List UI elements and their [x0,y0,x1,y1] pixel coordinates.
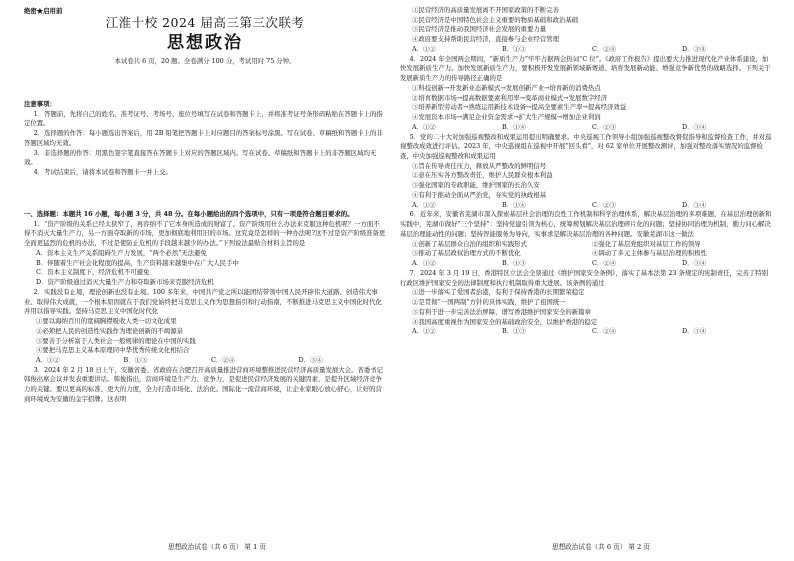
answer-choice: A．①② [36,356,60,365]
answer-choices [400,327,772,337]
answer-choice: D．③④ [298,356,323,365]
answer-choice: B．①③ [502,327,526,336]
statement-item: ②强化了基层党组织对基层工作的领导 [592,239,701,248]
section-heading: 一、选择题：本题共 16 小题，每小题 3 分，共 48 分。在每小题给出的四个选项中，只有一项是符合题目要求的。 [24,210,354,218]
answer-choice: B．①④ [502,122,526,131]
answer-choice: D．③④ [682,200,707,209]
answer-choice: B．①④ [502,200,526,209]
option-b: B．伴随着生产社会化程度的提高，生产资料越来越集中在广大人民手中 [36,258,239,267]
exam-header [24,14,386,54]
question-stem: 7．2024 年 3 月 19 日，香港特区立法会全票通过《维护国家安全条例》，落实了基本法第 23 条规定的宪制责任，完善了特别行政区维护国家安全的法律制度和执行机制取得重大进展。该条例的通过 [400,268,769,287]
notice-item: 1．答题前，先将自己的姓名、准考证号、考场号、座位号填写在试卷和答题卡上，并将准考证号条形码粘贴在答题卡上的指定位置。 [24,109,383,128]
question-6 [400,210,772,268]
answer-choice: C．②④ [592,44,617,53]
option-a: A．资本主义生产关系阻碍生产力发展，“两个必然”无法避免 [36,248,207,257]
question-3-stem [24,366,386,405]
answer-choice: B．①③ [502,44,526,53]
statement-item: ③要善于分析富于人类社会一般规律的理论在中国的实践 [36,336,196,345]
answer-choice: D．③④ [682,259,707,268]
statement-item: ③有利于进一步完善法治屏障，谱写香港维护国家安全的新篇章 [412,307,591,316]
statement-item: ④我国高度重视作为国家安全的基础政治安全，以维护香港的稳定 [412,317,598,326]
answer-choices [400,123,772,133]
statement-item: ①要以海纳百川的宽阔胸襟吸收人类一切文化成果 [36,317,177,326]
answer-choice: D．③④ [682,44,707,53]
statement-item: ③推动了基层政权治理方式的不断优化 [412,249,521,258]
answer-choices [400,45,772,55]
page-footer-right: 思想政治试卷（共 6 页） 第 2 页 [552,543,650,551]
statement-item: ③强化国家的专政职能，维护国家的长治久安 [412,181,540,190]
statement-item: ①创新了基层群众自治的组织和实践形式 [412,239,528,248]
statement-item: ③培养新型劳动者→熟练运用新技术设备→提高全要素生产率→提高经济效益 [412,103,627,112]
answer-choice: A．①② [412,327,436,336]
statement-item: ④要把马克思主义基本原理同中华优秀传统文化相结合 [36,346,190,355]
statement-item: ④政府要支持帮助民营经济，直接参与企业经营管理 [412,35,559,44]
option-c: C．资本主义制度下，经济危机不可避免 [36,268,150,277]
answer-choices [24,356,386,366]
statement-grid [400,240,772,259]
answer-choices [400,259,772,269]
question-stem: 3．2024 年 2 月 18 日上午，安徽省委、省政府在合肥召开高质量推进营商环境整推进民营经济高质量发展大会。省委书记韩俊出席会议并发表重要讲话。韩俊指出，营商环境是生产力、竞争力，是促进民营经济发展的关键因素，是提升区域经济竞争力的关键。要以更高的标准、更大的力度，全力打造市场化、法治化、国际化一流营商环境，让企业家眼心放心舒心，让好的营商环境成为安徽的金字招牌。这表明 [24,365,384,403]
statement-item: ②民营经济是中国特色社会主义重要的物质基础和政治基础 [412,15,579,24]
statement-item: ②是贯彻“一国两制”方针的具体实践，维护了祖国统一 [412,298,566,307]
answer-choice: C．②④ [211,356,236,365]
question-stem: 2．实践没有止境，理论创新也没有止境。100 多年来，中国共产党之所以能团结带领中国人民开辟伟大道路、创造伟大事业、取得伟大成就，一个根本原因就在于我们党始终把马克思主义作为思想指引和行动指南，不断推进马克思主义中国化时代化并用以指导实践。坚持马克思主义中国化时代化 [24,287,382,316]
statement-item: ①旨在传导责任压力，释放从严整改的鲜明信号 [412,161,547,170]
statement-item: ①科技创新→开发新业态新模式→发展创新产业→培育新的消费热点 [412,83,601,92]
notice-item: 3．非选择题的作答：用黑色签字笔直接答在答题卡上对应的答题区域内。写在试卷、草稿纸和答题卡上的非答题区域均无效。 [24,148,377,167]
option-d: D．资产阶级通过消灭大量生产力和夺取新市场来克服经济危机 [36,278,214,287]
answer-choice: D．③④ [682,327,707,336]
question-3-options [400,6,772,337]
answer-choice: B．①③ [502,259,526,268]
answer-choice: A．①② [412,122,436,131]
statement-item: ①进一步落实了爱国者治港，有利于保持香港的长期繁荣稳定 [412,288,585,297]
answer-choice: A．①② [412,200,436,209]
answer-choice: C．②③ [592,200,617,209]
notice-title: 注意事项： [24,100,56,108]
statement-item: ②培育数据市场→提高数据要素利用率→变革商业模式→发展数字经济 [412,93,608,102]
exam-info: 本试卷共 6 页，20 题。全卷满分 100 分，考试用时 75 分钟。 [114,57,296,65]
question-stem: 4．2024 年全国两会期间，“新质生产力”牢牢占据两会热词“C 位”。《政府工作报告》提出要大力推进现代化产业体系建设，加快发展新质生产力。加快发展新质生产力，要积极开发发展新领域新赛道、培育发展新动能、增强竞争新优势的战略选择。下列关于发展新质生产力的传导路径正确的是 [400,54,771,83]
question-2 [24,288,386,366]
notice-block [24,100,386,178]
secret-mark: 绝密★启用前 [24,7,63,15]
answer-choice: A．①② [412,44,436,53]
question-7 [400,269,772,337]
statement-item: ④调动了多元主体参与基层治理的积极性 [592,249,708,258]
answer-choice: B．①③ [123,356,148,365]
answer-choice: C．②③ [592,122,617,131]
answer-choices [400,201,772,211]
notice-item: 4．考试结束后，请将本试卷和答题卡一并上交。 [33,168,172,177]
statement-item: ②必须把人民的创造性实践作为理论创新的不竭源泉 [36,326,183,335]
page-footer-left: 思想政治试卷（共 6 页） 第 1 页 [168,543,266,551]
statement-item: ④发展资本市场→满足企业资金需求→扩大生产规模→增加企业利润 [412,113,601,122]
question-stem: 5．党的二十大对加强巡视整改和成果运用提出明确要求。中央巡视工作领导小组加强巡视整改督促指导和监督检查工作，并对巡视整改成效进行评估。2023 年，中央巡视组在巡视中开展“回头看”，对 62 家单位开展整改测评，加强对整改落实情况的监督检查，中央加强巡视整改和成果运用 [400,132,772,161]
answer-choice: C．②④ [592,259,617,268]
question-5 [400,133,772,211]
question-4 [400,55,772,133]
statement-item: ②意在压实各方整改责任，维护人民群众根本利益 [412,171,553,180]
question-1 [24,220,386,288]
question-stem: 1．“资产阶级的关系已经太狭窄了，再容纳不了它本身所造成的财富了。资产阶级用什么办法来克服这种危机呢？一方面不得不消灭大量生产力，另一方面夺取新的市场，更加彻底地利用旧的市场。这究竟是怎样的一种办法呢?这不过是资产阶级准备更全面更猛烈的危机的办法，不过是使防止危机的手段越来越少的办法。”下列说法最贴合材料主旨的是 [24,219,386,248]
answer-choice: C．②④ [592,327,617,336]
section-one [24,210,386,405]
statement-item: ③民营经济是推动我国经济社会发展的重要力量 [412,25,547,34]
statement-item: ①民营经济的高质量发展离不开国家政策的不断完善 [412,6,559,14]
question-stem: 6．近年来，安徽省芜湖市深入探索基层社会治理的良性工作机制和科学治理体系，解决基层治理的多项难题，在基层治理创新和实践中，芜湖市做好“三个坚持”：坚持党建引领为核心，统筹规划解决基层治理碎片化的问题；坚持协同治理为机制，勤力问心解决基层治理能动性的问题；坚持智能服务为导向，实事求是解决基层治理的各种问题。安徽芜湖市这一做法 [400,210,772,238]
notice-item: 2．选择题的作答：每小题选出答案后，用 2B 铅笔把答题卡上对应题目的答案标号涂黑。写在试卷、草稿纸和答题卡上的非答题区域均无效。 [24,129,383,147]
exam-title: 江淮十校 2024 届高三第三次联考 [105,15,305,30]
answer-choice: D．③④ [682,122,707,131]
statement-item: ④有利于推动全面从严治党，夯实党的执政根基 [412,190,547,199]
answer-choice: A．①② [412,259,436,268]
subject-title: 思想政治 [167,33,243,53]
